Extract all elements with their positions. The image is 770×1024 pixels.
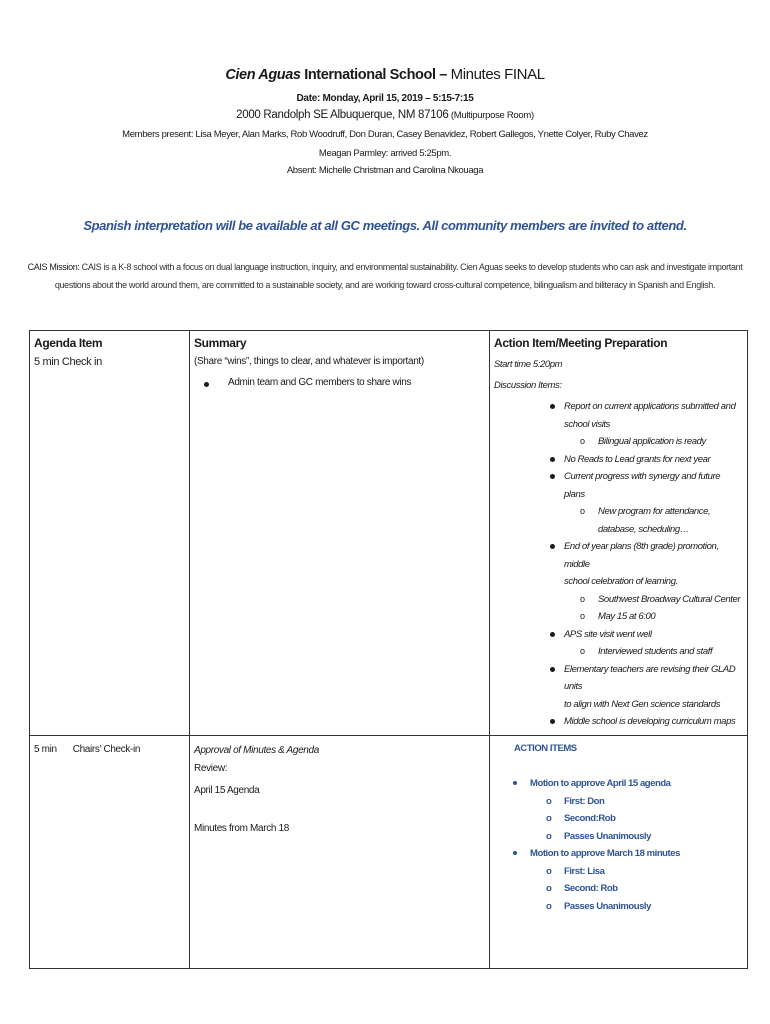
list-item <box>494 538 743 591</box>
circle-bullet-icon: o <box>546 900 552 912</box>
item-text-cont: school celebration of learning. <box>564 576 678 587</box>
subitem-text: Interviewed students and staff <box>598 646 713 657</box>
list-subitem <box>494 880 743 898</box>
list-subitem <box>494 828 743 846</box>
mission-text: CAIS is a K-8 school with a focus on dual language instruction, inquiry, and environmental sustainability. Cien Aguas seeks to develop students who can ask and investigate important questions about the world around them, are committed to a sustainable society, and are working toward cross-cultural competence, bilingualism and biliteracy in Spanish and English. <box>54 262 743 290</box>
late-arrival: Meagan Parmley: arrived 5:25pm. <box>318 148 452 159</box>
circle-bullet-icon: o <box>546 813 552 824</box>
summary-bullet-text: Admin team and GC members to share wins <box>228 377 412 388</box>
row2-action <box>490 735 748 968</box>
list-subitem <box>494 503 743 538</box>
bullet-icon <box>550 632 555 637</box>
members-present: Members present: Lisa Meyer, Alan Marks, Rob Woodruff, Don Duran, Casey Benavidez, Robert Gallegos, Ynette Colyer, Ruby Chavez <box>122 129 648 140</box>
bullet-icon <box>550 474 555 479</box>
motion-detail: Passes Unanimously <box>564 900 651 912</box>
item-text: End of year plans (8th grade) promotion, middle <box>564 541 719 570</box>
row2-time: 5 min <box>34 743 57 755</box>
table-row <box>30 352 748 735</box>
bullet-icon <box>513 851 517 855</box>
motion-detail: First: Lisa <box>564 865 605 877</box>
item-text-cont: to align with Next Gen science standards <box>564 698 721 710</box>
list-subitem <box>494 433 743 451</box>
mission-label: CAIS Mission: <box>27 262 80 272</box>
row1-summary-text: (Share “wins”, things to clear, and whatever is important) <box>194 356 424 367</box>
list-item <box>494 713 743 731</box>
motion-text: Motion to approve April 15 agenda <box>530 778 671 789</box>
table-row <box>30 735 748 968</box>
item-text: APS site visit went well <box>564 628 652 640</box>
circle-bullet-icon: o <box>546 795 552 807</box>
bullet-icon <box>550 667 555 672</box>
absent-members: Absent: Michelle Christman and Carolina Nkouaga <box>286 165 484 176</box>
subitem-text: Southwest Broadway Cultural Center <box>598 593 741 605</box>
bullet-icon <box>204 382 209 387</box>
list-item <box>494 626 743 644</box>
list-item <box>494 398 743 433</box>
header-agenda-item: Agenda Item <box>30 331 190 353</box>
address-text: 2000 Randolph SE Albuquerque, NM 87106 <box>236 109 449 121</box>
action-items-list <box>494 740 743 916</box>
bullet-icon <box>550 719 555 724</box>
table-header-row <box>30 331 748 353</box>
review-text: Review: <box>194 762 228 774</box>
school-name-italic: Cien Aguas <box>225 67 301 83</box>
subitem-text: New program for attendance, <box>598 506 711 517</box>
list-subitem <box>494 898 743 916</box>
minutes-text: Minutes from March 18 <box>194 822 289 834</box>
minutes-label: Minutes FINAL <box>446 66 545 83</box>
motion-detail: First: Don <box>564 795 605 807</box>
list-subitem <box>494 810 743 828</box>
row1-summary-bullet <box>194 377 485 388</box>
discussion-list <box>494 356 743 731</box>
item-text: Elementary teachers are revising their GLAD units <box>564 663 736 692</box>
school-name-rest: International School – <box>300 67 447 83</box>
bullet-icon <box>550 544 555 549</box>
interpretation-banner: Spanish interpretation will be available at all GC meetings. All community members are invited to attend. <box>83 218 687 233</box>
list-item <box>494 468 743 503</box>
circle-bullet-icon: o <box>580 593 585 604</box>
list-item <box>494 661 743 714</box>
agenda-table <box>29 330 748 969</box>
row2-label: Chairs’ Check-in <box>72 743 141 755</box>
item-text: Report on current applications submitted and <box>564 401 736 412</box>
item-text: No Reads to Lead grants for next year <box>564 453 711 465</box>
item-text: Middle school is developing curriculum maps <box>564 716 736 727</box>
header-summary: Summary <box>190 331 490 353</box>
list-subitem <box>494 643 743 661</box>
discussion-label: Discussion Items: <box>494 379 562 391</box>
room-text: (Multipurpose Room) <box>448 110 534 121</box>
item-text-cont: school visits <box>564 418 611 430</box>
meeting-address <box>0 109 770 121</box>
circle-bullet-icon: o <box>546 830 552 842</box>
subitem-text-cont: database, scheduling… <box>598 523 689 535</box>
mission-statement <box>20 258 750 294</box>
motion-detail: Second:Rob <box>564 813 616 824</box>
action-items-heading: ACTION ITEMS <box>514 742 577 754</box>
document-title <box>0 66 770 83</box>
motion-detail: Passes Unanimously <box>564 830 651 842</box>
approval-text: Approval of Minutes & Agenda <box>194 744 319 756</box>
motion-text: Motion to approve March 18 minutes <box>530 848 680 859</box>
circle-bullet-icon: o <box>580 646 585 656</box>
list-item <box>494 775 743 793</box>
circle-bullet-icon: o <box>546 883 552 894</box>
row1-agenda-item: 5 min Check in <box>30 352 190 735</box>
subitem-text: May 15 at 6:00 <box>598 611 656 622</box>
row2-summary <box>190 735 490 968</box>
motion-detail: Second: Rob <box>564 883 618 894</box>
circle-bullet-icon: o <box>580 436 585 446</box>
header-action-item: Action Item/Meeting Preparation <box>490 331 748 353</box>
circle-bullet-icon: o <box>580 506 585 516</box>
list-item <box>494 845 743 863</box>
bullet-icon <box>513 781 517 785</box>
list-subitem <box>494 591 743 609</box>
agenda-text: April 15 Agenda <box>194 784 260 796</box>
subitem-text: Bilingual application is ready <box>598 436 706 447</box>
row1-action <box>490 352 748 735</box>
bullet-icon <box>550 457 555 462</box>
meeting-date: Date: Monday, April 15, 2019 – 5:15-7:15 <box>296 93 474 104</box>
row1-summary <box>190 352 490 735</box>
bullet-icon <box>550 404 555 409</box>
item-text: Current progress with synergy and future plans <box>564 471 721 500</box>
list-item <box>494 451 743 469</box>
list-subitem <box>494 608 743 626</box>
list-subitem <box>494 863 743 881</box>
start-time: Start time 5:20pm <box>494 359 563 370</box>
circle-bullet-icon: o <box>546 865 552 877</box>
row2-agenda-item <box>30 735 190 968</box>
list-subitem <box>494 793 743 811</box>
circle-bullet-icon: o <box>580 611 585 621</box>
